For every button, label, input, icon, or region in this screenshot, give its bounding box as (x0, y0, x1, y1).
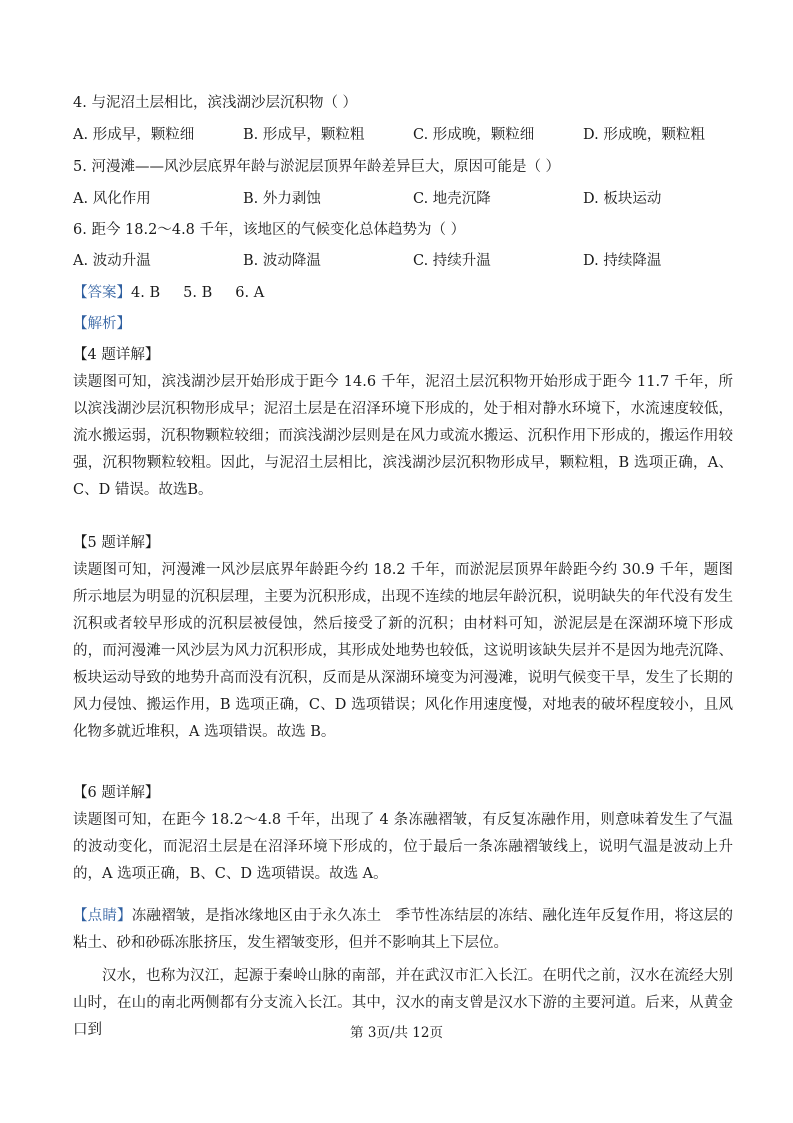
option-c: C. 地壳沉降 (413, 191, 491, 207)
detail-5-label: 【5 题详解】 (73, 535, 160, 551)
detail-6-label: 【6 题详解】 (73, 785, 160, 801)
tip-body: 冻融褶皱，是指冰缘地区由于永久冻土 季节性冻结层的冻结、融化连年反复作用，将这层的粘土、砂和砂砾冻胀挤压，发生褶皱变形，但并不影响其上下层位。 (73, 908, 734, 951)
option-a: A. 风化作用 (73, 191, 151, 207)
option-a: A. 形成早，颗粒细 (73, 127, 195, 143)
analysis-label (73, 314, 131, 334)
answer-line (73, 283, 264, 303)
option-c: C. 形成晚，颗粒细 (413, 127, 535, 143)
analysis-label-text: 【解析】 (73, 316, 131, 332)
option-d: D. 持续降温 (583, 253, 662, 269)
option-b: B. 外力剥蚀 (243, 191, 321, 207)
option-b: B. 波动降温 (243, 253, 321, 269)
detail-4-body: 读题图可知，滨浅湖沙层开始形成于距今 14.6 千年，泥沼土层沉积物开始形成于距今 11.7 千年，所以滨浅湖沙层沉积物形成早；泥沼土层是在沼泽环境下形成的，处于相对静水环境下，水流速度较低，流水搬运弱，沉积物颗粒较细；而滨浅湖沙层则是在风力或流水搬运、沉积作用下形成的，搬运作用较强，沉积物颗粒较粗。因此，与泥沼土层相比，滨浅湖沙层沉积物形成早，颗粒粗，B 选项正确，A、C、D 错误。故选B。 (73, 374, 733, 498)
question-4-options (73, 125, 733, 145)
tip-label: 【点睛】 (73, 908, 132, 924)
option-d: D. 形成晚，颗粒粗 (583, 127, 705, 143)
answer-text: 4. B 5. B 6. A (131, 285, 265, 301)
tip-block (73, 903, 733, 957)
option-b: B. 形成早，颗粒粗 (243, 127, 365, 143)
answer-label: 【答案】 (73, 285, 131, 301)
detail-4-label: 【4 题详解】 (73, 347, 160, 363)
question-6-stem: 6. 距今 18.2～4.8 千年，该地区的气候变化总体趋势为（ ） (73, 222, 466, 238)
question-5-options (73, 189, 733, 209)
question-4-stem: 4. 与泥沼土层相比，滨浅湖沙层沉积物（ ） (73, 95, 358, 111)
option-c: C. 持续升温 (413, 253, 491, 269)
option-d: D. 板块运动 (583, 191, 662, 207)
passage-text: 汉水，也称为汉江，起源于秦岭山脉的南部，并在武汉市汇入长江。在明代之前，汉水在流经大别山时，在山的南北两侧都有分支流入长江。其中，汉水的南支曾是汉水下游的主要河道。后来，从黄金口到 (73, 968, 733, 1038)
page-number: 第 3页/共 12页 (350, 1025, 443, 1041)
question-5-stem: 5. 河漫滩——风沙层底界年龄与淤泥层顶界年龄差异巨大，原因可能是（ ） (73, 159, 561, 175)
detail-6-body: 读题图可知，在距今 18.2～4.8 千年，出现了 4 条冻融褶皱，有反复冻融作用，则意味着发生了气温的波动变化，而泥沼土层是在沼泽环境下形成的，位于最后一条冻融褶皱线上，说明气温是波动上升的，A 选项正确，B、C、D 选项错误。故选 A。 (73, 812, 733, 882)
option-a: A. 波动升温 (73, 253, 151, 269)
question-6-options (73, 251, 733, 271)
detail-5-body: 读题图可知，河漫滩一风沙层底界年龄距今约 18.2 千年，而淤泥层顶界年龄距今约 30.9 千年，题图所示地层为明显的沉积层理，主要为沉积形成，出现不连续的地层年龄沉积，说明缺失的年代没有发生沉积或者较早形成的沉积层被侵蚀，然后接受了新的沉积；由材料可知，淤泥层是在深湖环境下形成的，而河漫滩一风沙层为风力沉积形成，其形成处地势也较低，这说明该缺失层并不是因为地壳沉降、板块运动导致的地势升高而没有沉积，反而是从深湖环境变为河漫滩，说明气候变干旱，发生了长期的风力侵蚀、搬运作用，B 选项正确，C、D 选项错误；风化作用速度慢，对地表的破坏程度较小，且风化物多就近堆积，A 选项错误。故选 B。 (73, 562, 733, 740)
